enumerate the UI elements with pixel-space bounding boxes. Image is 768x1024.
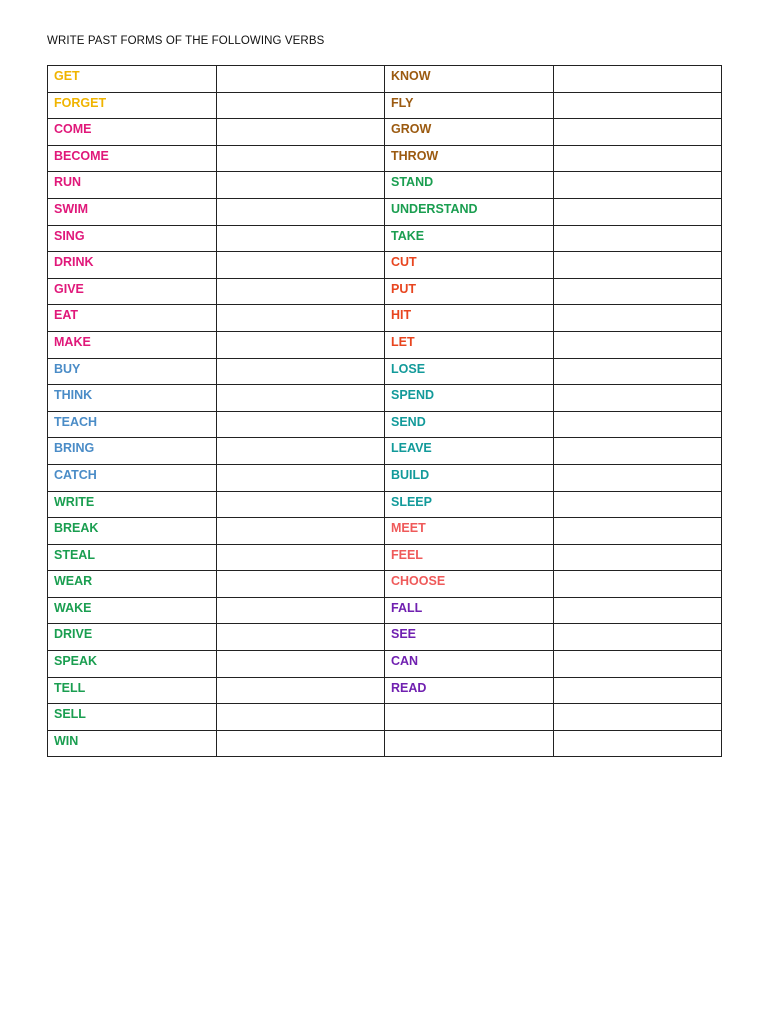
table-row: [48, 331, 722, 358]
answer-cell-left[interactable]: [216, 730, 385, 757]
answer-cell-left[interactable]: [216, 198, 385, 225]
verb-cell-left: TEACH: [48, 411, 217, 438]
answer-cell-left[interactable]: [216, 544, 385, 571]
answer-cell-left[interactable]: [216, 571, 385, 598]
answer-cell-right[interactable]: [553, 677, 722, 704]
answer-cell-left[interactable]: [216, 385, 385, 412]
verb-cell-right: FALL: [385, 597, 554, 624]
table-row: [48, 358, 722, 385]
table-row: [48, 730, 722, 757]
table-row: [48, 225, 722, 252]
answer-cell-left[interactable]: [216, 305, 385, 332]
verb-cell-right: [385, 730, 554, 757]
verb-cell-right: FEEL: [385, 544, 554, 571]
table-row: [48, 305, 722, 332]
verb-cell-left: EAT: [48, 305, 217, 332]
verb-cell-right: SPEND: [385, 385, 554, 412]
answer-cell-right[interactable]: [553, 518, 722, 545]
verbs-table: [47, 65, 722, 757]
answer-cell-right[interactable]: [553, 119, 722, 146]
verb-cell-left: TELL: [48, 677, 217, 704]
verb-cell-right: [385, 704, 554, 731]
table-row: [48, 198, 722, 225]
answer-cell-right[interactable]: [553, 624, 722, 651]
answer-cell-left[interactable]: [216, 252, 385, 279]
verb-cell-left: STEAL: [48, 544, 217, 571]
table-row: [48, 677, 722, 704]
answer-cell-right[interactable]: [553, 438, 722, 465]
table-row: [48, 92, 722, 119]
verb-cell-left: GET: [48, 66, 217, 93]
verb-cell-right: SEE: [385, 624, 554, 651]
verb-cell-right: STAND: [385, 172, 554, 199]
answer-cell-left[interactable]: [216, 278, 385, 305]
verb-cell-right: CAN: [385, 651, 554, 678]
table-row: [48, 571, 722, 598]
answer-cell-right[interactable]: [553, 358, 722, 385]
answer-cell-right[interactable]: [553, 331, 722, 358]
table-row: [48, 464, 722, 491]
table-row: [48, 66, 722, 93]
verb-cell-left: BUY: [48, 358, 217, 385]
answer-cell-left[interactable]: [216, 651, 385, 678]
answer-cell-right[interactable]: [553, 385, 722, 412]
verb-cell-right: TAKE: [385, 225, 554, 252]
table-row: [48, 385, 722, 412]
answer-cell-right[interactable]: [553, 225, 722, 252]
verb-cell-left: COME: [48, 119, 217, 146]
verb-cell-left: WAKE: [48, 597, 217, 624]
verbs-table-body: [48, 66, 722, 757]
answer-cell-right[interactable]: [553, 145, 722, 172]
answer-cell-left[interactable]: [216, 92, 385, 119]
answer-cell-right[interactable]: [553, 66, 722, 93]
table-row: [48, 145, 722, 172]
verb-cell-right: PUT: [385, 278, 554, 305]
verb-cell-left: MAKE: [48, 331, 217, 358]
table-row: [48, 172, 722, 199]
verb-cell-right: GROW: [385, 119, 554, 146]
answer-cell-left[interactable]: [216, 119, 385, 146]
answer-cell-left[interactable]: [216, 358, 385, 385]
answer-cell-right[interactable]: [553, 252, 722, 279]
verb-cell-right: CUT: [385, 252, 554, 279]
table-row: [48, 624, 722, 651]
verb-cell-right: THROW: [385, 145, 554, 172]
verb-cell-right: SLEEP: [385, 491, 554, 518]
answer-cell-right[interactable]: [553, 597, 722, 624]
verb-cell-left: GIVE: [48, 278, 217, 305]
verb-cell-left: WEAR: [48, 571, 217, 598]
answer-cell-right[interactable]: [553, 172, 722, 199]
answer-cell-left[interactable]: [216, 331, 385, 358]
verb-cell-left: RUN: [48, 172, 217, 199]
answer-cell-left[interactable]: [216, 438, 385, 465]
answer-cell-right[interactable]: [553, 198, 722, 225]
verb-cell-left: DRINK: [48, 252, 217, 279]
answer-cell-right[interactable]: [553, 305, 722, 332]
table-row: [48, 438, 722, 465]
verb-cell-right: CHOOSE: [385, 571, 554, 598]
verb-cell-right: LOSE: [385, 358, 554, 385]
verb-cell-left: BREAK: [48, 518, 217, 545]
table-row: [48, 704, 722, 731]
verb-cell-left: CATCH: [48, 464, 217, 491]
verb-cell-left: SWIM: [48, 198, 217, 225]
table-row: [48, 119, 722, 146]
answer-cell-right[interactable]: [553, 704, 722, 731]
answer-cell-left[interactable]: [216, 704, 385, 731]
answer-cell-right[interactable]: [553, 411, 722, 438]
table-row: [48, 544, 722, 571]
table-row: [48, 597, 722, 624]
table-row: [48, 411, 722, 438]
verb-cell-left: SPEAK: [48, 651, 217, 678]
verb-cell-left: BRING: [48, 438, 217, 465]
verb-cell-left: WRITE: [48, 491, 217, 518]
verb-cell-right: HIT: [385, 305, 554, 332]
table-row: [48, 491, 722, 518]
answer-cell-left[interactable]: [216, 225, 385, 252]
answer-cell-right[interactable]: [553, 464, 722, 491]
verb-cell-left: BECOME: [48, 145, 217, 172]
answer-cell-left[interactable]: [216, 66, 385, 93]
answer-cell-right[interactable]: [553, 92, 722, 119]
verb-cell-left: THINK: [48, 385, 217, 412]
answer-cell-right[interactable]: [553, 278, 722, 305]
verb-cell-right: LET: [385, 331, 554, 358]
verb-cell-right: READ: [385, 677, 554, 704]
answer-cell-left[interactable]: [216, 145, 385, 172]
table-row: [48, 518, 722, 545]
answer-cell-left[interactable]: [216, 597, 385, 624]
verb-cell-right: SEND: [385, 411, 554, 438]
answer-cell-right[interactable]: [553, 730, 722, 757]
table-row: [48, 278, 722, 305]
answer-cell-left[interactable]: [216, 518, 385, 545]
verb-cell-left: FORGET: [48, 92, 217, 119]
verb-cell-right: KNOW: [385, 66, 554, 93]
answer-cell-left[interactable]: [216, 172, 385, 199]
table-row: [48, 651, 722, 678]
verb-cell-right: FLY: [385, 92, 554, 119]
answer-cell-left[interactable]: [216, 624, 385, 651]
verb-cell-right: MEET: [385, 518, 554, 545]
verb-cell-left: SELL: [48, 704, 217, 731]
verb-cell-right: UNDERSTAND: [385, 198, 554, 225]
answer-cell-right[interactable]: [553, 491, 722, 518]
answer-cell-right[interactable]: [553, 544, 722, 571]
verb-cell-right: LEAVE: [385, 438, 554, 465]
verb-cell-left: WIN: [48, 730, 217, 757]
answer-cell-left[interactable]: [216, 411, 385, 438]
answer-cell-right[interactable]: [553, 651, 722, 678]
answer-cell-left[interactable]: [216, 677, 385, 704]
verb-cell-right: BUILD: [385, 464, 554, 491]
page-title: WRITE PAST FORMS OF THE FOLLOWING VERBS: [47, 35, 325, 47]
verb-cell-left: SING: [48, 225, 217, 252]
answer-cell-right[interactable]: [553, 571, 722, 598]
answer-cell-left[interactable]: [216, 464, 385, 491]
table-row: [48, 252, 722, 279]
answer-cell-left[interactable]: [216, 491, 385, 518]
verb-cell-left: DRIVE: [48, 624, 217, 651]
